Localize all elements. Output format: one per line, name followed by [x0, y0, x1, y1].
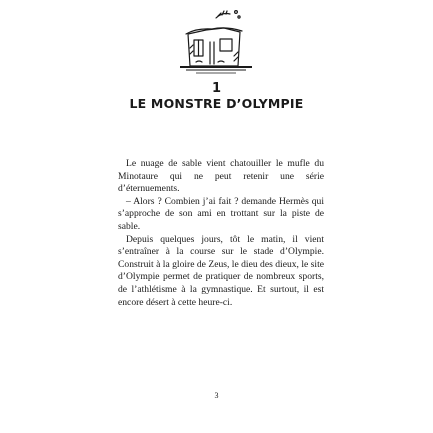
paragraph: – Alors ? Combien j’ai fait ? demande Hermès qui s’approche de son ami en trottant sur la piste de sable.	[118, 195, 324, 232]
chapter-title: LE MONSTRE D’OLYMPIE	[129, 96, 304, 111]
paragraph: Le nuage de sable vient chatouiller le mufle du Minotaure qui ne peut retenir une série d’éternuements.	[118, 158, 324, 195]
ancient-temple-ruins-icon	[166, 6, 266, 78]
chapter-number: 1	[211, 81, 222, 96]
chapter-body	[118, 158, 324, 309]
paragraph: Depuis quelques jours, tôt le matin, il vient s’entraîner à la course sur le stade d’Olympie. Construit à la gloire de Zeus, le dieu des dieux, le site d’Olympie permet de pratiquer de nombreux sports, de l’athlétisme à la gymnastique. Et surtout, il est encore désert à cette heure-ci.	[118, 233, 324, 308]
page-number: 3	[214, 391, 219, 400]
